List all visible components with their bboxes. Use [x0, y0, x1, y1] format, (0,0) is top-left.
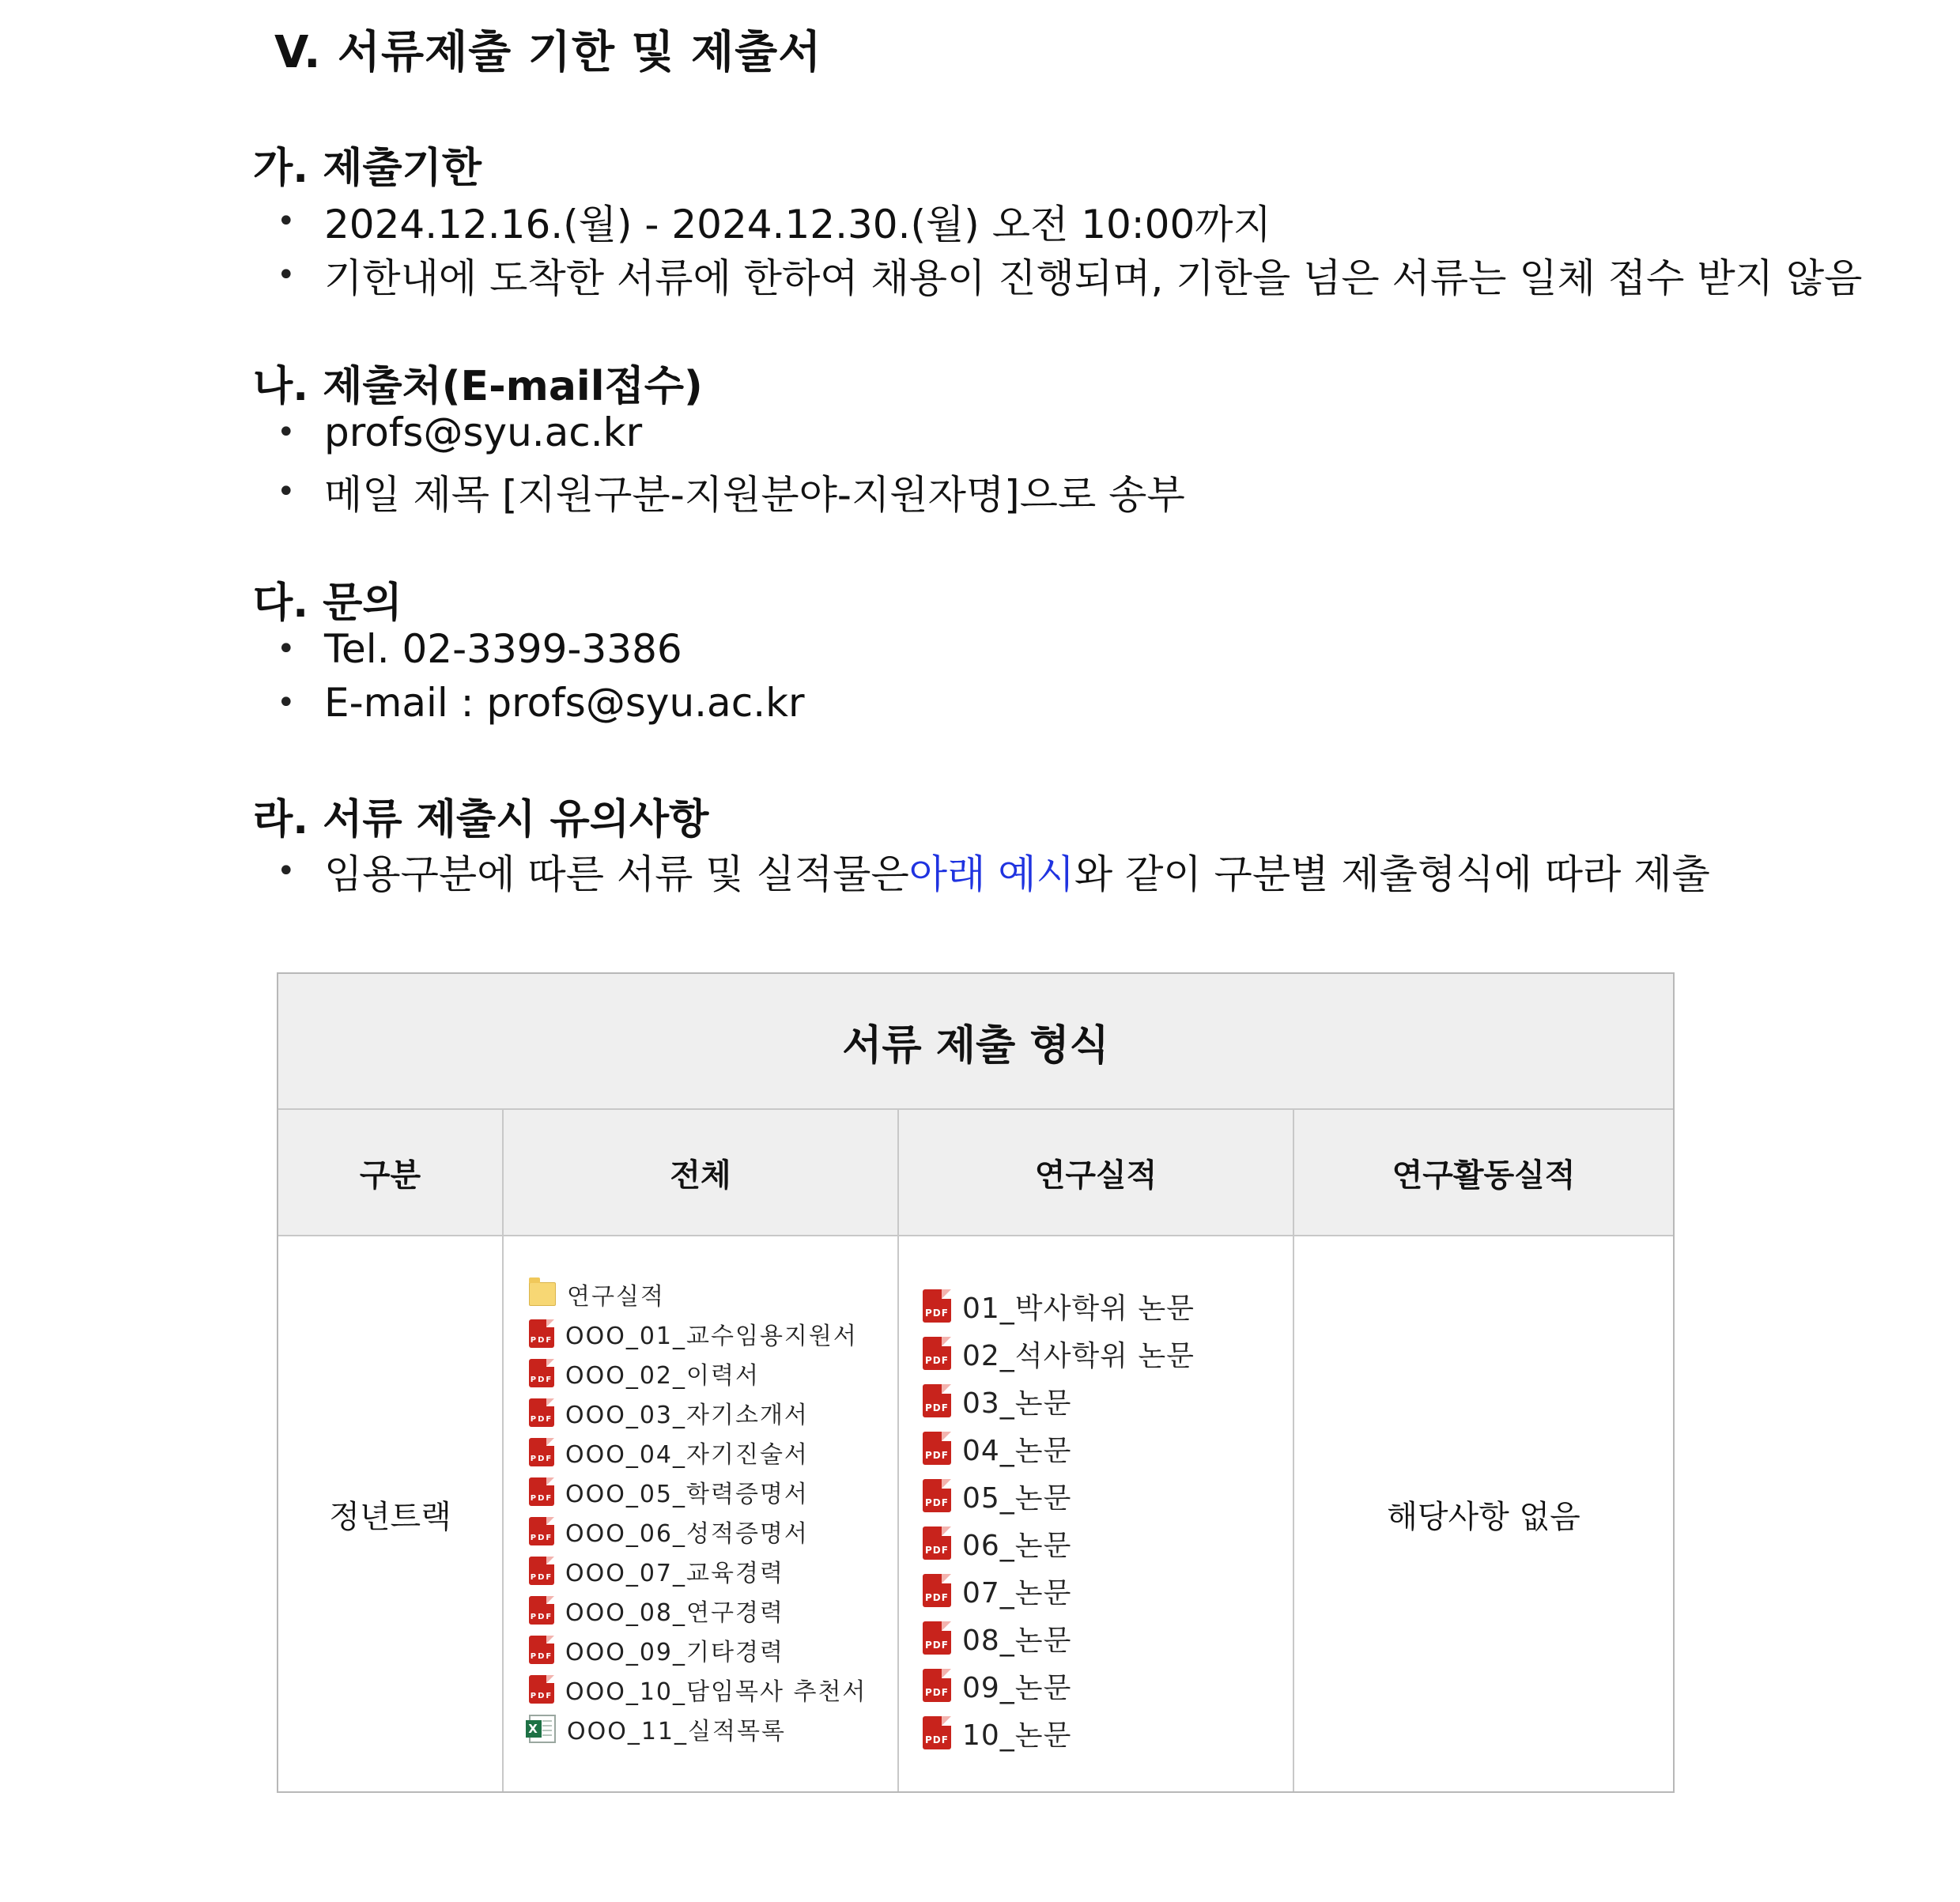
file-list-item	[923, 1425, 1195, 1472]
file-name: OOO_09_기타경력	[565, 1639, 784, 1666]
pdf-icon: PDF	[529, 1359, 554, 1387]
file-list-item	[923, 1377, 1195, 1425]
activity-cell: 해당사항 없음	[1387, 1498, 1580, 1535]
pdf-icon: PDF	[529, 1517, 554, 1545]
bullet-dot: •	[277, 685, 296, 721]
file-name: OOO_08_연구경력	[565, 1599, 784, 1627]
file-name: 10_논문	[962, 1719, 1072, 1752]
header-research: 연구실적	[899, 1110, 1294, 1235]
all-files-list	[529, 1274, 867, 1749]
file-name: 09_논문	[962, 1671, 1072, 1704]
research-files-list	[923, 1282, 1195, 1757]
example-link[interactable]: 아래 예시	[908, 851, 1074, 897]
folder-icon	[529, 1282, 556, 1306]
all-files-cell	[504, 1236, 899, 1791]
mail-subject-rule: 메일 제목 [지원구분-지원분야-지원자명]으로 송부	[324, 472, 1185, 518]
file-list-item	[529, 1551, 867, 1591]
pdf-icon: PDF	[923, 1432, 951, 1465]
inquiry-email: E-mail : profs@syu.ac.kr	[324, 680, 805, 726]
file-name: 08_논문	[962, 1624, 1072, 1657]
file-list-item	[529, 1511, 867, 1551]
file-list-item	[529, 1630, 867, 1670]
pdf-icon: PDF	[923, 1621, 951, 1655]
category-cell: 정년트랙	[278, 1236, 504, 1791]
pdf-icon: PDF	[529, 1477, 554, 1506]
pdf-icon: PDF	[529, 1557, 554, 1585]
header-all: 전체	[504, 1110, 899, 1235]
notes-text-after: 와 같이 구분별 제출형식에 따라 제출	[1074, 851, 1710, 897]
file-list-item	[529, 1670, 867, 1709]
bullet-item	[277, 409, 642, 455]
file-list-item	[923, 1330, 1195, 1377]
pdf-icon: PDF	[923, 1384, 951, 1417]
file-list-item	[529, 1432, 867, 1472]
file-name: 03_논문	[962, 1387, 1072, 1420]
file-list-item	[923, 1519, 1195, 1567]
research-files-cell	[899, 1236, 1294, 1791]
file-list-item	[923, 1709, 1195, 1757]
file-list-item	[529, 1709, 867, 1749]
bullet-dot: •	[277, 631, 296, 667]
bullet-item	[277, 626, 682, 672]
file-name: 01_박사학위 논문	[962, 1292, 1195, 1325]
file-name: OOO_05_학력증명서	[565, 1481, 809, 1508]
pdf-icon: PDF	[923, 1716, 951, 1749]
page-title: V. 서류제출 기한 및 제출서	[274, 27, 822, 78]
excel-icon	[529, 1715, 556, 1743]
bullet-dot: •	[277, 853, 296, 889]
file-list-item	[923, 1282, 1195, 1330]
pdf-icon: PDF	[923, 1527, 951, 1560]
section-heading-deadline: 가. 제출기한	[253, 145, 482, 192]
table-row	[278, 1236, 1673, 1791]
file-list-item	[529, 1393, 867, 1432]
submission-email: profs@syu.ac.kr	[324, 409, 643, 455]
file-list-item	[529, 1314, 867, 1353]
file-name: OOO_03_자기소개서	[565, 1402, 809, 1429]
bullet-item	[277, 193, 1271, 250]
pdf-icon: PDF	[923, 1669, 951, 1702]
file-list-item	[529, 1472, 867, 1511]
file-list-item	[529, 1353, 867, 1393]
deadline-dates: 2024.12.16.(월) - 2024.12.30.(월) 오전 10:00까지	[324, 202, 1271, 247]
bullet-dot: •	[277, 414, 296, 451]
file-name: 05_논문	[962, 1481, 1072, 1515]
deadline-note: 기한내에 도착한 서류에 한하여 채용이 진행되며, 기한을 넘은 서류는 일체 접수 받지 않음	[324, 255, 1863, 301]
file-list-item	[529, 1591, 867, 1630]
pdf-icon: PDF	[529, 1319, 554, 1348]
inquiry-phone: Tel. 02-3399-3386	[324, 626, 682, 672]
file-name: 07_논문	[962, 1576, 1072, 1610]
notes-text-before: 임용구분에 따른 서류 및 실적물은	[324, 851, 909, 897]
file-name: OOO_07_교육경력	[565, 1560, 784, 1587]
bullet-dot: •	[277, 203, 296, 240]
pdf-icon: PDF	[529, 1636, 554, 1664]
file-name: OOO_06_성적증명서	[565, 1520, 809, 1548]
pdf-icon: PDF	[923, 1289, 951, 1323]
file-name: OOO_04_자기진술서	[565, 1441, 809, 1469]
pdf-icon: PDF	[923, 1574, 951, 1607]
file-list-item	[923, 1567, 1195, 1614]
pdf-icon: PDF	[529, 1438, 554, 1466]
bullet-dot: •	[277, 257, 296, 293]
file-name: 02_석사학위 논문	[962, 1339, 1195, 1372]
bullet-item	[277, 680, 805, 726]
file-name: 연구실적	[567, 1283, 665, 1311]
section-heading-notes: 라. 서류 제출시 유의사항	[253, 796, 709, 843]
section-heading-submission: 나. 제출처(E-mail접수)	[253, 363, 703, 410]
header-category: 구분	[278, 1110, 504, 1235]
file-name: OOO_01_교수임용지원서	[565, 1323, 858, 1350]
pdf-icon: PDF	[923, 1337, 951, 1370]
bullet-item	[277, 843, 1710, 900]
file-name: OOO_11_실적목록	[567, 1718, 786, 1745]
pdf-icon: PDF	[529, 1398, 554, 1427]
file-name: OOO_10_담임목사 추천서	[565, 1678, 867, 1706]
header-activity: 연구활동실적	[1392, 1157, 1576, 1194]
file-name: 04_논문	[962, 1434, 1072, 1467]
bullet-item	[277, 247, 1862, 304]
pdf-icon: PDF	[529, 1596, 554, 1625]
pdf-icon: PDF	[529, 1675, 554, 1704]
pdf-icon: PDF	[923, 1479, 951, 1512]
submission-format-table	[277, 972, 1675, 1793]
file-list-item	[923, 1614, 1195, 1662]
file-list-item	[923, 1662, 1195, 1709]
section-heading-inquiry: 다. 문의	[253, 579, 402, 627]
file-list-item	[529, 1274, 867, 1314]
file-name: 06_논문	[962, 1529, 1072, 1562]
file-name: OOO_02_이력서	[565, 1362, 760, 1390]
file-list-item	[923, 1472, 1195, 1519]
bullet-item	[277, 463, 1185, 520]
table-caption: 서류 제출 형식	[278, 974, 1673, 1110]
table-header-row	[278, 1110, 1673, 1236]
bullet-dot: •	[277, 474, 296, 510]
